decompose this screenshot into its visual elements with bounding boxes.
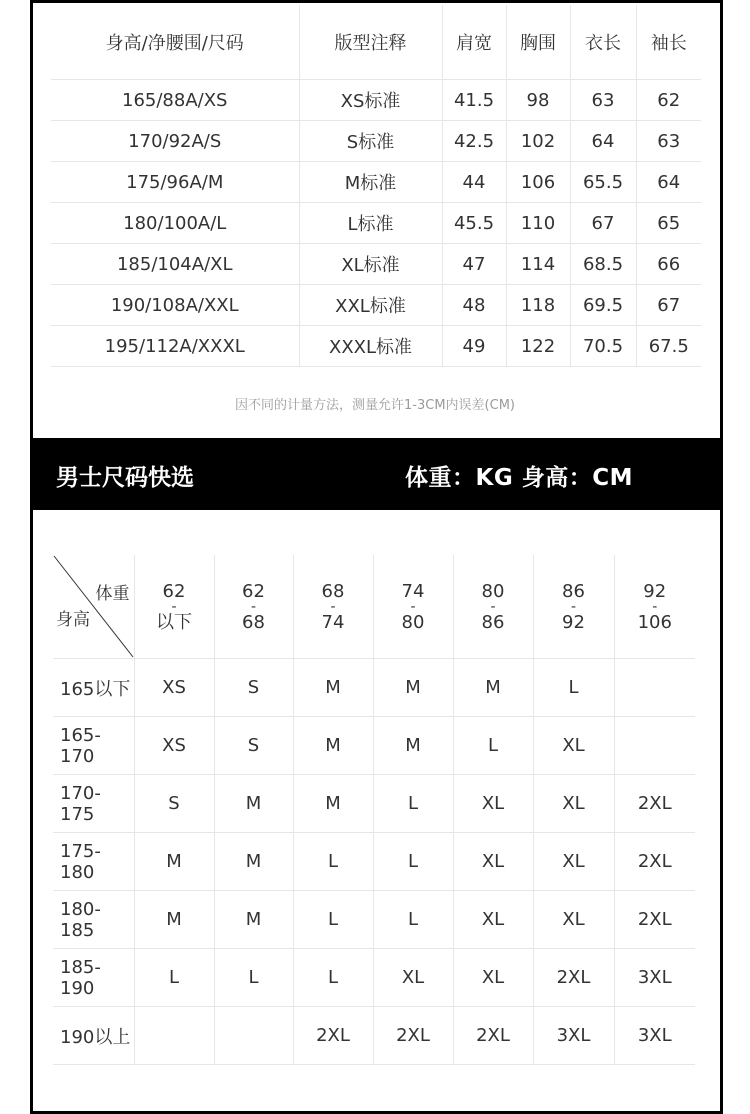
height-range-label: 180-185	[53, 891, 134, 949]
cell-shoulder: 41.5	[442, 80, 506, 121]
weight-range-header	[293, 555, 373, 659]
size-cell: M	[293, 717, 373, 775]
size-cell: M	[134, 891, 214, 949]
header-height-waist-size: 身高/净腰围/尺码	[51, 5, 299, 80]
weight-range-top: 92	[643, 580, 667, 602]
cell-height-waist-size: 175/96A/M	[51, 162, 299, 203]
size-cell: XL	[453, 833, 533, 891]
cell-chest: 98	[506, 80, 570, 121]
height-range-label: 190以上	[53, 1007, 134, 1065]
size-cell	[614, 717, 695, 775]
weight-range-bottom: 68	[242, 611, 265, 633]
size-cell: XL	[453, 775, 533, 833]
cell-height-waist-size: 170/92A/S	[51, 121, 299, 162]
cell-length: 63	[570, 80, 636, 121]
cell-sleeve: 62	[636, 80, 701, 121]
cell-chest: 114	[506, 244, 570, 285]
size-cell: 3XL	[533, 1007, 614, 1065]
cell-sleeve: 64	[636, 162, 701, 203]
size-cell: XL	[373, 949, 453, 1007]
grid-row	[53, 949, 695, 1007]
measurement-note: 因不同的计量方法，测量允许1-3CM内误差(CM)	[235, 398, 515, 413]
weight-range-sep: -	[490, 598, 496, 615]
size-cell: M	[453, 659, 533, 717]
cell-height-waist-size: 190/108A/XXL	[51, 285, 299, 326]
header-fit-note: 版型注释	[299, 5, 442, 80]
cell-shoulder: 49	[442, 326, 506, 367]
cell-fit-note: XXXL标准	[299, 326, 442, 367]
cell-length: 65.5	[570, 162, 636, 203]
weight-range-bottom: 74	[321, 611, 345, 633]
cell-fit-note: XL标准	[299, 244, 442, 285]
cell-chest: 122	[506, 326, 570, 367]
height-range-label: 170-175	[53, 775, 134, 833]
size-table-row	[51, 244, 701, 285]
grid-row	[53, 775, 695, 833]
cell-length: 70.5	[570, 326, 636, 367]
cell-height-waist-size: 185/104A/XL	[51, 244, 299, 285]
cell-chest: 118	[506, 285, 570, 326]
size-table-header	[51, 5, 701, 80]
cell-height-waist-size: 180/100A/L	[51, 203, 299, 244]
cell-sleeve: 67.5	[636, 326, 701, 367]
size-cell: 2XL	[453, 1007, 533, 1065]
size-cell: XL	[533, 775, 614, 833]
cell-shoulder: 48	[442, 285, 506, 326]
cell-sleeve: 65	[636, 203, 701, 244]
size-table-row	[51, 326, 701, 367]
header-chest: 胸围	[506, 5, 570, 80]
grid-row	[53, 717, 695, 775]
weight-range-sep: -	[652, 598, 658, 615]
cell-fit-note: S标准	[299, 121, 442, 162]
size-cell: 2XL	[614, 891, 695, 949]
cell-sleeve: 63	[636, 121, 701, 162]
weight-range-top: 62	[162, 580, 186, 602]
weight-range-header	[614, 555, 695, 659]
size-cell: L	[533, 659, 614, 717]
weight-range-header	[373, 555, 453, 659]
height-range-label: 185-190	[53, 949, 134, 1007]
cell-fit-note: XS标准	[299, 80, 442, 121]
size-cell: L	[373, 775, 453, 833]
size-table-row	[51, 121, 701, 162]
size-cell: 2XL	[614, 775, 695, 833]
size-cell: S	[214, 659, 293, 717]
grid-corner-cell	[53, 555, 134, 659]
header-shoulder: 肩宽	[442, 5, 506, 80]
cell-shoulder: 47	[442, 244, 506, 285]
size-cell: XL	[533, 717, 614, 775]
size-cell: XL	[533, 891, 614, 949]
weight-range-bottom: 80	[401, 611, 425, 633]
grid-row	[53, 833, 695, 891]
weight-range-header	[134, 555, 214, 659]
size-cell: XL	[453, 891, 533, 949]
cell-sleeve: 66	[636, 244, 701, 285]
size-cell: M	[214, 833, 293, 891]
weight-range-sep: -	[171, 598, 177, 615]
size-cell: M	[293, 775, 373, 833]
header-sleeve: 袖长	[636, 5, 701, 80]
cell-fit-note: L标准	[299, 203, 442, 244]
weight-range-top: 86	[562, 580, 585, 602]
quick-select-grid	[53, 555, 695, 1065]
cell-length: 69.5	[570, 285, 636, 326]
size-cell: L	[373, 833, 453, 891]
grid-header-row	[53, 555, 695, 659]
weight-range-header	[214, 555, 293, 659]
height-range-label: 165以下	[53, 659, 134, 717]
height-range-label: 165-170	[53, 717, 134, 775]
weight-range-bottom: 106	[637, 611, 672, 633]
size-cell: M	[214, 891, 293, 949]
size-cell	[614, 659, 695, 717]
size-table	[51, 5, 701, 367]
cell-chest: 110	[506, 203, 570, 244]
weight-range-sep: -	[410, 598, 416, 615]
cell-chest: 106	[506, 162, 570, 203]
size-cell: L	[293, 891, 373, 949]
size-cell: L	[293, 833, 373, 891]
cell-shoulder: 42.5	[442, 121, 506, 162]
size-cell: 2XL	[373, 1007, 453, 1065]
size-cell: M	[373, 659, 453, 717]
weight-range-header	[533, 555, 614, 659]
weight-range-bottom: 86	[481, 611, 505, 633]
size-cell: XS	[134, 659, 214, 717]
size-table-row	[51, 162, 701, 203]
size-cell	[214, 1007, 293, 1065]
size-cell	[134, 1007, 214, 1065]
size-cell: XS	[134, 717, 214, 775]
size-cell: 2XL	[614, 833, 695, 891]
size-cell: 2XL	[293, 1007, 373, 1065]
size-cell: M	[134, 833, 214, 891]
corner-weight-label: 体重	[95, 584, 130, 604]
cell-length: 67	[570, 203, 636, 244]
size-cell: L	[453, 717, 533, 775]
diagonal-divider	[53, 555, 134, 658]
weight-range-top: 74	[401, 580, 425, 602]
banner-units: 体重：KG 身高：CM	[405, 465, 633, 491]
size-table-row	[51, 80, 701, 121]
grid-row	[53, 659, 695, 717]
size-cell: M	[373, 717, 453, 775]
grid-row	[53, 1007, 695, 1065]
weight-range-bottom: 以下	[156, 611, 192, 633]
weight-range-sep: -	[330, 598, 336, 615]
weight-range-bottom: 92	[562, 611, 585, 633]
size-table-row	[51, 203, 701, 244]
cell-chest: 102	[506, 121, 570, 162]
size-cell: L	[134, 949, 214, 1007]
size-cell: 3XL	[614, 949, 695, 1007]
weight-range-sep: -	[570, 598, 577, 615]
weight-range-sep: -	[250, 598, 257, 615]
grid-row	[53, 891, 695, 949]
size-cell: XL	[453, 949, 533, 1007]
size-cell: 2XL	[533, 949, 614, 1007]
size-cell: M	[293, 659, 373, 717]
cell-fit-note: M标准	[299, 162, 442, 203]
cell-shoulder: 45.5	[442, 203, 506, 244]
cell-length: 64	[570, 121, 636, 162]
cell-shoulder: 44	[442, 162, 506, 203]
cell-length: 68.5	[570, 244, 636, 285]
size-cell: XL	[533, 833, 614, 891]
weight-range-header	[453, 555, 533, 659]
size-cell: 3XL	[614, 1007, 695, 1065]
header-length: 衣长	[570, 5, 636, 80]
size-cell: L	[373, 891, 453, 949]
cell-height-waist-size: 165/88A/XS	[51, 80, 299, 121]
cell-sleeve: 67	[636, 285, 701, 326]
height-range-label: 175-180	[53, 833, 134, 891]
weight-range-top: 80	[481, 580, 505, 602]
cell-fit-note: XXL标准	[299, 285, 442, 326]
size-cell: L	[293, 949, 373, 1007]
weight-range-top: 68	[321, 580, 345, 602]
quick-select-banner	[33, 438, 720, 510]
size-table-row	[51, 285, 701, 326]
weight-range-top: 62	[242, 580, 265, 602]
size-cell: M	[214, 775, 293, 833]
banner-title: 男士尺码快选	[56, 465, 194, 491]
size-cell: S	[214, 717, 293, 775]
cell-height-waist-size: 195/112A/XXXL	[51, 326, 299, 367]
size-cell: L	[214, 949, 293, 1007]
corner-height-label: 身高	[56, 610, 90, 630]
size-cell: S	[134, 775, 214, 833]
